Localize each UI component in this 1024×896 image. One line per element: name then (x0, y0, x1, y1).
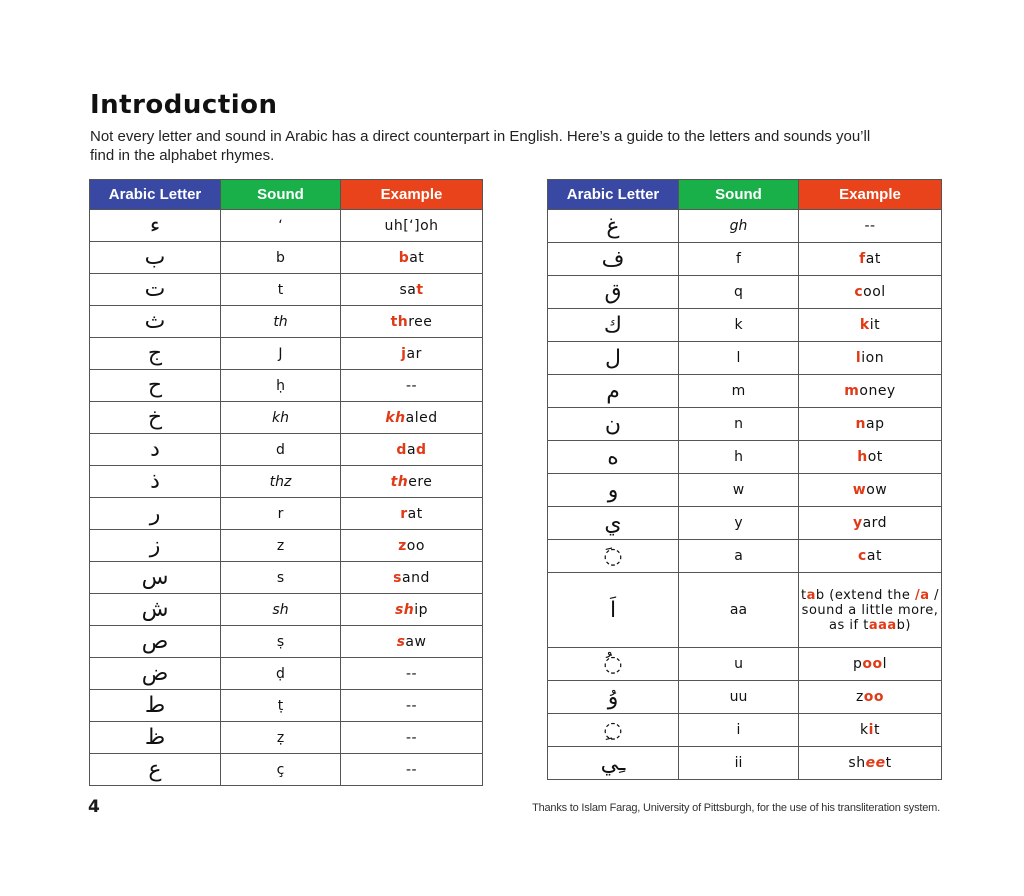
example-highlight: ee (865, 755, 886, 771)
example-highlight: oo (863, 689, 885, 705)
arabic-letter-cell: ن (548, 408, 679, 441)
example-text: p (852, 656, 863, 672)
example-text: oney (859, 383, 896, 399)
table-row (90, 722, 483, 754)
example-text: uh[‘]oh (384, 217, 439, 234)
example-cell (341, 690, 483, 722)
example-text: and (402, 569, 430, 586)
header-sound: Sound (679, 180, 799, 210)
arabic-letter-cell: ـِي (548, 747, 679, 780)
example-text: -- (405, 665, 418, 682)
table-row (548, 681, 942, 714)
arabic-letter-cell: ◌ُ (548, 648, 679, 681)
table-row (90, 370, 483, 402)
sound-cell: l (679, 342, 799, 375)
arabic-letter-cell: و (548, 474, 679, 507)
table-row (90, 274, 483, 306)
example-cell (341, 530, 483, 562)
sound-cell: h (679, 441, 799, 474)
example-cell (799, 714, 942, 747)
example-text: ere (408, 473, 433, 490)
example-cell (799, 474, 942, 507)
example-highlight: kh (385, 409, 406, 426)
example-text: ool (863, 284, 886, 300)
example-highlight: t (416, 281, 424, 298)
example-text: sh (848, 755, 866, 771)
example-cell (799, 342, 942, 375)
arabic-letter-cell: ب (90, 242, 221, 274)
example-text: ion (861, 350, 885, 366)
example-highlight: d (396, 441, 407, 458)
table-row (548, 210, 942, 243)
sound-cell: m (679, 375, 799, 408)
example-cell (799, 573, 942, 648)
sound-cell: a (679, 540, 799, 573)
sound-cell: ẓ (221, 722, 341, 754)
example-text: ar (406, 345, 422, 362)
example-text: ap (866, 416, 885, 432)
example-cell (341, 210, 483, 242)
sound-cell: d (221, 434, 341, 466)
example-highlight: s (393, 569, 402, 586)
table-row (90, 338, 483, 370)
intro-paragraph: Not every letter and sound in Arabic has a direct counterpart in English. Here’s a guide to the letters and sounds you’ll find in the alphabet rhymes. (90, 128, 871, 164)
arabic-letter-cell: ز (90, 530, 221, 562)
arabic-letter-cell: ط (90, 690, 221, 722)
example-highlight: s (396, 633, 406, 650)
example-cell (341, 370, 483, 402)
sound-cell: q (679, 276, 799, 309)
example-highlight: j (401, 345, 407, 362)
header-arabic-letter: Arabic Letter (548, 180, 679, 210)
example-text: -- (405, 729, 418, 746)
table-row (548, 375, 942, 408)
table-row (548, 648, 942, 681)
table-row (90, 690, 483, 722)
example-cell (341, 594, 483, 626)
arabic-letter-cell: ◌ِ (548, 714, 679, 747)
example-text: t (885, 755, 892, 771)
example-cell (341, 626, 483, 658)
example-text: -- (405, 377, 418, 394)
sound-cell: uu (679, 681, 799, 714)
example-text: at (407, 505, 423, 522)
example-highlight: th (390, 313, 409, 330)
arabic-letter-cell: اَ (548, 573, 679, 648)
arabic-letter-cell: ك (548, 309, 679, 342)
example-text: -- (405, 697, 418, 714)
table-row (548, 243, 942, 276)
sound-cell: y (679, 507, 799, 540)
example-highlight: oo (862, 656, 883, 672)
arabic-letter-cell: ع (90, 754, 221, 786)
arabic-letter-cell: ◌َ (548, 540, 679, 573)
table-row (90, 626, 483, 658)
example-text: at (409, 249, 425, 266)
sound-cell: ṣ (221, 626, 341, 658)
page-number: 4 (88, 797, 100, 817)
sound-cell: gh (679, 210, 799, 243)
arabic-letter-cell: وُ (548, 681, 679, 714)
page-title: Introduction (90, 90, 278, 120)
example-cell (341, 402, 483, 434)
sound-cell: ‘ (221, 210, 341, 242)
example-cell (799, 747, 942, 780)
table-row (90, 530, 483, 562)
table-row (90, 562, 483, 594)
example-text: oo (406, 537, 425, 554)
example-text: l (882, 656, 888, 672)
example-text: at (865, 251, 881, 267)
sound-cell: th (221, 306, 341, 338)
example-cell (341, 722, 483, 754)
example-highlight: f (859, 251, 866, 267)
arabic-letter-cell: ج (90, 338, 221, 370)
example-highlight: m (844, 383, 860, 399)
table-row (90, 658, 483, 690)
arabic-letter-cell: ي (548, 507, 679, 540)
arabic-letter-cell: م (548, 375, 679, 408)
arabic-letter-cell: ل (548, 342, 679, 375)
table-row (90, 210, 483, 242)
table-row (90, 306, 483, 338)
sound-cell: t (221, 274, 341, 306)
sound-cell: kh (221, 402, 341, 434)
example-cell (799, 507, 942, 540)
table-row (90, 498, 483, 530)
example-highlight: /a (914, 587, 930, 603)
example-cell (799, 408, 942, 441)
table-row (548, 309, 942, 342)
arabic-letter-cell: ض (90, 658, 221, 690)
example-cell (799, 375, 942, 408)
example-text: ip (414, 601, 429, 618)
table-row (90, 434, 483, 466)
sound-cell: aa (679, 573, 799, 648)
arabic-letter-cell: ت (90, 274, 221, 306)
table-row (90, 466, 483, 498)
arabic-letter-cell: ظ (90, 722, 221, 754)
table-row (90, 594, 483, 626)
example-cell (799, 243, 942, 276)
example-cell (341, 754, 483, 786)
example-cell (341, 466, 483, 498)
table-row (548, 714, 942, 747)
table-row (548, 408, 942, 441)
example-text: b (extend the (815, 587, 915, 603)
sound-cell: ç (221, 754, 341, 786)
example-highlight: k (859, 317, 870, 333)
example-text: it (869, 317, 881, 333)
example-text: ow (866, 482, 888, 498)
credit-note: Thanks to Islam Farag, University of Pittsburgh, for the use of his transliteration system. (532, 802, 940, 814)
example-cell (341, 498, 483, 530)
example-text: b) (896, 617, 911, 633)
sound-cell: f (679, 243, 799, 276)
example-text: aled (405, 409, 438, 426)
arabic-letter-cell: س (90, 562, 221, 594)
example-cell (341, 306, 483, 338)
example-text: at (866, 548, 882, 564)
sound-cell: ṭ (221, 690, 341, 722)
sound-cell: n (679, 408, 799, 441)
example-text: -- (864, 218, 876, 234)
table-row (548, 474, 942, 507)
table-row (90, 242, 483, 274)
sound-cell: k (679, 309, 799, 342)
sound-cell: ḥ (221, 370, 341, 402)
example-highlight: c (858, 548, 867, 564)
example-cell (341, 338, 483, 370)
sound-cell: ii (679, 747, 799, 780)
example-cell (799, 309, 942, 342)
table-row (548, 747, 942, 780)
example-highlight: l (855, 350, 862, 366)
example-cell (341, 242, 483, 274)
example-cell (341, 658, 483, 690)
example-cell (799, 648, 942, 681)
arabic-letter-cell: ه (548, 441, 679, 474)
example-text: sa (399, 281, 417, 298)
example-text: k (860, 722, 869, 738)
table-row (548, 342, 942, 375)
sound-cell: z (221, 530, 341, 562)
example-text: aw (405, 633, 427, 650)
table-row (90, 754, 483, 786)
example-text: ree (408, 313, 433, 330)
sound-cell: w (679, 474, 799, 507)
example-highlight: r (400, 505, 408, 522)
arabic-letter-cell: ء (90, 210, 221, 242)
example-highlight: z (398, 537, 407, 554)
example-text: ard (862, 515, 888, 531)
example-cell (799, 210, 942, 243)
table-row (90, 402, 483, 434)
arabic-letter-cell: ص (90, 626, 221, 658)
example-text: z (855, 689, 864, 705)
sound-cell: i (679, 714, 799, 747)
example-text: t (800, 587, 807, 603)
example-highlight: th (390, 473, 409, 490)
example-cell (799, 681, 942, 714)
example-highlight: y (852, 515, 863, 531)
example-text: / sound a little more, as if t (801, 587, 940, 633)
header-example: Example (341, 180, 483, 210)
example-highlight: a (806, 587, 816, 603)
arabic-letter-cell: ث (90, 306, 221, 338)
header-sound: Sound (221, 180, 341, 210)
header-arabic-letter: Arabic Letter (90, 180, 221, 210)
arabic-letter-cell: ر (90, 498, 221, 530)
arabic-letter-cell: ف (548, 243, 679, 276)
arabic-letter-cell: ق (548, 276, 679, 309)
letter-table-left (89, 179, 483, 786)
sound-cell: thz (221, 466, 341, 498)
table-row (548, 507, 942, 540)
example-text: ot (867, 449, 883, 465)
example-highlight: h (857, 449, 868, 465)
sound-cell: r (221, 498, 341, 530)
example-text: -- (405, 761, 418, 778)
sound-cell: u (679, 648, 799, 681)
arabic-letter-cell: د (90, 434, 221, 466)
example-text: t (873, 722, 880, 738)
arabic-letter-cell: ش (90, 594, 221, 626)
example-highlight: i (868, 722, 874, 738)
sound-cell: s (221, 562, 341, 594)
table-row (548, 573, 942, 648)
example-highlight: aaa (868, 617, 897, 633)
example-highlight: n (855, 416, 866, 432)
example-text: a (406, 441, 417, 458)
example-cell (799, 441, 942, 474)
sound-cell: b (221, 242, 341, 274)
header-example: Example (799, 180, 942, 210)
arabic-letter-cell: خ (90, 402, 221, 434)
sound-cell: sh (221, 594, 341, 626)
sound-cell: J (221, 338, 341, 370)
example-highlight: c (854, 284, 864, 300)
table-row (548, 276, 942, 309)
example-highlight: sh (394, 601, 415, 618)
example-cell (799, 540, 942, 573)
table-header-row (548, 180, 942, 210)
sound-cell: ḍ (221, 658, 341, 690)
example-highlight: b (398, 249, 410, 266)
arabic-letter-cell: ح (90, 370, 221, 402)
table-row (548, 540, 942, 573)
example-cell (341, 434, 483, 466)
letter-table-right (547, 179, 942, 780)
table-row (548, 441, 942, 474)
arabic-letter-cell: غ (548, 210, 679, 243)
example-cell (799, 276, 942, 309)
arabic-letter-cell: ذ (90, 466, 221, 498)
example-cell (341, 274, 483, 306)
example-cell (341, 562, 483, 594)
example-highlight: d (416, 441, 427, 458)
example-highlight: w (852, 482, 867, 498)
table-header-row (90, 180, 483, 210)
